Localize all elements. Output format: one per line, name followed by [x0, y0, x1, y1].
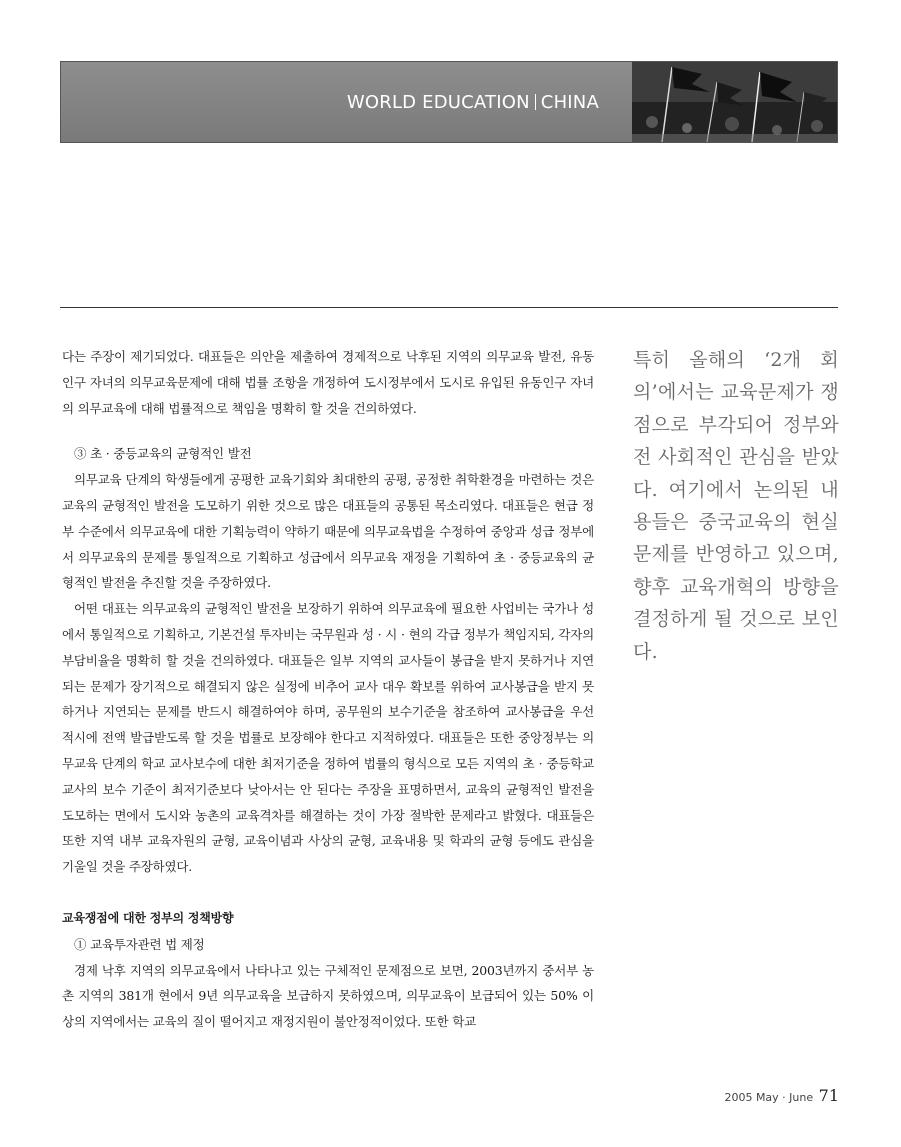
- paragraph: 어떤 대표는 의무교육의 균형적인 발전을 보장하기 위하여 의무교육에 필요한 사업비는 국가나 성에서 통일적으로 기획하고, 기본건설 투자비는 국무원과 성 · 시 · 현의 각급 정부가 책임지되, 각자의 부담비율을 명확히 할 것을 건의하였다. 대표들은 일부 지역의 교사들이 봉급을 받지 못하거나 지연되는 문제가 장기적으로 해결되지 않은 실정에 비추어 교사 대우 확보를 위하여 교사봉급을 받지 못하거나 지연되는 문제를 반드시 해결하여야 하며, 공무원의 보수기준을 참조하여 교사봉급을 우선 적시에 전액 발급받도록 할 것을 법률로 보장해야 한다고 지적하였다. 대표들은 또한 중앙정부는 의무교육 단계의 학교 교사보수에 대한 최저기준을 정하여 법률의 형식으로 모든 지역의 초 · 중등학교 교사의 보수 기준이 최저기준보다 낮아서는 안 된다는 주장을 표명하면서, 교육의 균형적인 발전을 도모하는 면에서 도시와 농촌의 교육격차를 해결하는 것이 가장 절박한 문제라고 밝혔다. 대표들은 또한 지역 내부 교육자원의 균형, 교육이념과 사상의 균형, 교육내용 및 학과의 균형 등에도 관심을 기울일 것을 주장하였다.: [62, 601, 594, 875]
- flags-photo-image: [632, 62, 837, 142]
- banner-photo: [632, 62, 837, 142]
- section-heading: 교육쟁점에 대한 정부의 정책방향: [62, 910, 234, 925]
- paragraph: 다는 주장이 제기되었다. 대표들은 의안을 제출하여 경제적으로 낙후된 지역의 의무교육 발전, 유동인구 자녀의 의무교육문제에 대해 법률 조항을 개정하여 도시정부에서 도시로 유입된 유동인구 자녀의 의무교육에 대해 법률적으로 책임을 명확히 할 것을 건의하였다.: [62, 349, 594, 416]
- page-footer: [724, 1086, 839, 1105]
- page-number: 71: [818, 1086, 839, 1105]
- subheading-investment-law: ① 교육투자관련 법 제정: [74, 936, 205, 952]
- article-body: [62, 344, 594, 1035]
- section-name: WORLD EDUCATION: [346, 92, 530, 113]
- issue-date: 2005 May · June: [724, 1091, 814, 1104]
- section-banner: [60, 61, 838, 143]
- paragraph: 의무교육 단계의 학생들에게 공평한 교육기회와 최대한의 공평, 공정한 취학환경을 마련하는 것은 교육의 균형적인 발전을 도모하기 위한 것으로 많은 대표들의 공통된 목소리였다. 대표들은 현급 정부 수준에서 의무교육에 대한 기획능력이 약하기 때문에 의무교육법을 수정하여 중앙과 성급 정부에서 의무교육의 문제를 통일적으로 기획하고 성급에서 의무교육 재정을 기획하여 초 · 중등교육의 균형적인 발전을 추진할 것을 주장하였다.: [62, 472, 594, 591]
- paragraph-gap: [62, 421, 594, 441]
- country-name: CHINA: [540, 92, 599, 113]
- paragraph: 경제 낙후 지역의 의무교육에서 나타나고 있는 구체적인 문제점으로 보면, 2003년까지 중서부 농촌 지역의 381개 현에서 9년 의무교육을 보급하지 못하였으며, 의무교육이 보급되어 있는 50% 이상의 지역에서는 교육의 질이 떨어지고 재정지원이 불안정적이었다. 또한 학교: [62, 962, 594, 1030]
- subheading-balanced-development: ③ 초 · 중등교육의 균형적인 발전: [74, 446, 252, 462]
- paragraph-gap: [62, 880, 594, 900]
- pull-quote: 특히 올해의 ‘2개 회의’에서는 교육문제가 쟁점으로 부각되어 정부와 전 사회적인 관심을 받았다. 여기에서 논의된 내용들은 중국교육의 현실 문제를 반영하고 있으며, 향후 교육개혁의 방향을 결정하게 될 것으로 보인다.: [633, 349, 839, 663]
- top-divider: [60, 307, 838, 308]
- title-separator: [535, 94, 536, 110]
- banner-title: [347, 92, 599, 113]
